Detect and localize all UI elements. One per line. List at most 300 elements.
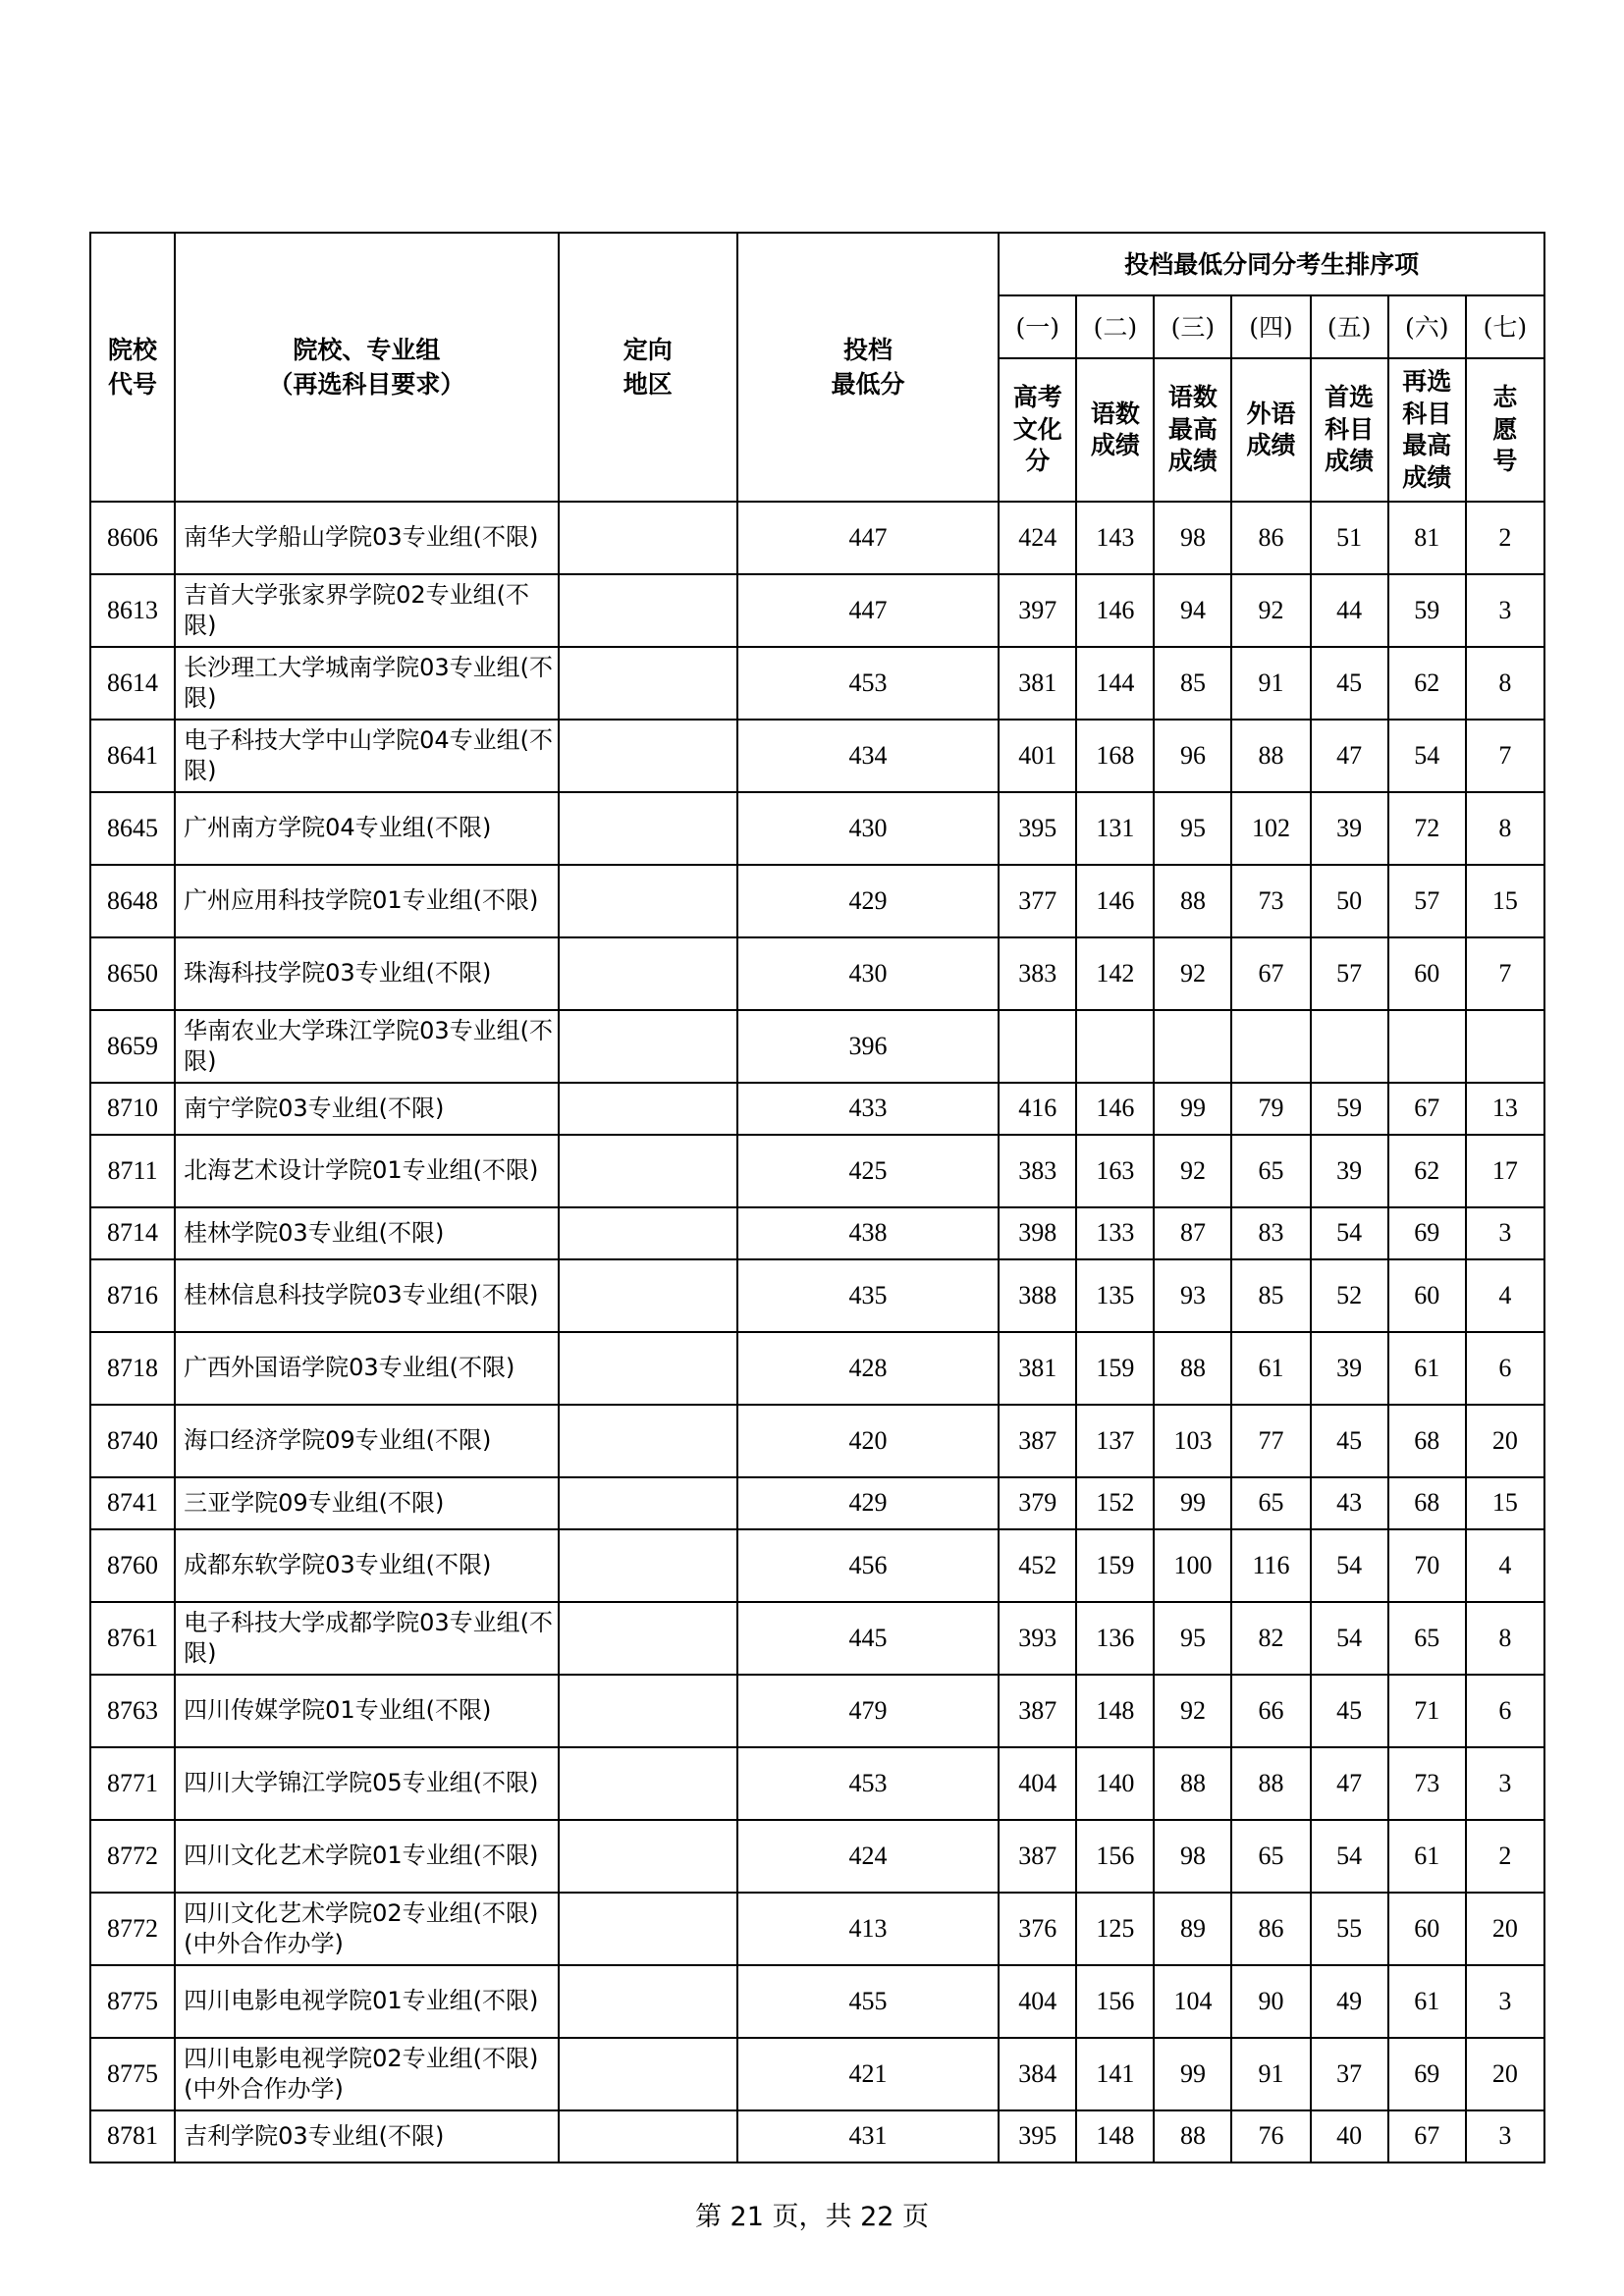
cell-min-score: 435 — [737, 1259, 999, 1332]
header-school: 院校、专业组 （再选科目要求） — [175, 233, 559, 502]
cell-tiebreak-4: 102 — [1231, 792, 1310, 865]
cell-region — [559, 1893, 737, 1965]
cell-min-score: 420 — [737, 1405, 999, 1477]
cell-code: 8761 — [90, 1602, 175, 1675]
cell-tiebreak-6: 60 — [1388, 937, 1466, 1010]
cell-tiebreak-7: 3 — [1466, 1207, 1544, 1259]
cell-tiebreak-1: 387 — [999, 1820, 1076, 1893]
table-row — [90, 1332, 1544, 1405]
cell-tiebreak-2: 142 — [1076, 937, 1154, 1010]
cell-code: 8650 — [90, 937, 175, 1010]
cell-tiebreak-6: 69 — [1388, 1207, 1466, 1259]
cell-tiebreak-6: 60 — [1388, 1893, 1466, 1965]
cell-tiebreak-2: 168 — [1076, 720, 1154, 792]
cell-tiebreak-5: 54 — [1311, 1602, 1388, 1675]
cell-code: 8641 — [90, 720, 175, 792]
cell-tiebreak-5: 47 — [1311, 720, 1388, 792]
cell-region — [559, 647, 737, 720]
table-row — [90, 720, 1544, 792]
cell-tiebreak-6: 65 — [1388, 1602, 1466, 1675]
cell-school: 电子科技大学中山学院04专业组(不限) — [175, 720, 559, 792]
cell-tiebreak-6: 59 — [1388, 574, 1466, 647]
table-row — [90, 1010, 1544, 1083]
cell-min-score: 445 — [737, 1602, 999, 1675]
cell-school: 三亚学院09专业组(不限) — [175, 1477, 559, 1529]
cell-min-score: 456 — [737, 1529, 999, 1602]
cell-tiebreak-5: 51 — [1311, 502, 1388, 574]
cell-school: 华南农业大学珠江学院03专业组(不限) — [175, 1010, 559, 1083]
header-sub-4: 外语 成绩 — [1231, 358, 1310, 502]
cell-tiebreak-4: 65 — [1231, 1477, 1310, 1529]
header-sub-7: 志 愿 号 — [1466, 358, 1544, 502]
cell-tiebreak-2: 159 — [1076, 1332, 1154, 1405]
cell-min-score: 428 — [737, 1332, 999, 1405]
cell-code: 8718 — [90, 1332, 175, 1405]
cell-tiebreak-6: 73 — [1388, 1747, 1466, 1820]
cell-school: 四川传媒学院01专业组(不限) — [175, 1675, 559, 1747]
cell-school: 海口经济学院09专业组(不限) — [175, 1405, 559, 1477]
table-row — [90, 502, 1544, 574]
cell-code: 8714 — [90, 1207, 175, 1259]
cell-region — [559, 1332, 737, 1405]
cell-tiebreak-4: 91 — [1231, 2038, 1310, 2110]
header-seq-2: (二) — [1076, 295, 1154, 358]
cell-tiebreak-5: 54 — [1311, 1207, 1388, 1259]
cell-tiebreak-7: 15 — [1466, 1477, 1544, 1529]
cell-region — [559, 1207, 737, 1259]
cell-tiebreak-1: 381 — [999, 1332, 1076, 1405]
cell-tiebreak-1: 376 — [999, 1893, 1076, 1965]
cell-tiebreak-5: 59 — [1311, 1083, 1388, 1135]
cell-code: 8772 — [90, 1820, 175, 1893]
cell-tiebreak-2: 143 — [1076, 502, 1154, 574]
cell-region — [559, 1135, 737, 1207]
cell-tiebreak-5 — [1311, 1010, 1388, 1083]
cell-school: 吉利学院03专业组(不限) — [175, 2110, 559, 2163]
cell-code: 8659 — [90, 1010, 175, 1083]
cell-min-score: 479 — [737, 1675, 999, 1747]
cell-tiebreak-3: 85 — [1154, 647, 1231, 720]
table-row — [90, 647, 1544, 720]
cell-tiebreak-4: 91 — [1231, 647, 1310, 720]
cell-code: 8763 — [90, 1675, 175, 1747]
table-header — [90, 233, 1544, 502]
cell-tiebreak-4: 76 — [1231, 2110, 1310, 2163]
cell-school: 北海艺术设计学院01专业组(不限) — [175, 1135, 559, 1207]
table-row — [90, 1477, 1544, 1529]
cell-tiebreak-2 — [1076, 1010, 1154, 1083]
cell-tiebreak-3: 98 — [1154, 502, 1231, 574]
cell-school: 四川大学锦江学院05专业组(不限) — [175, 1747, 559, 1820]
cell-tiebreak-7: 8 — [1466, 1602, 1544, 1675]
cell-tiebreak-2: 156 — [1076, 1965, 1154, 2038]
cell-school: 南华大学船山学院03专业组(不限) — [175, 502, 559, 574]
table-row — [90, 1529, 1544, 1602]
cell-tiebreak-5: 50 — [1311, 865, 1388, 937]
cell-region — [559, 1405, 737, 1477]
cell-tiebreak-7: 3 — [1466, 574, 1544, 647]
header-code: 院校 代号 — [90, 233, 175, 502]
table-body — [90, 502, 1544, 2163]
header-seq-3: (三) — [1154, 295, 1231, 358]
cell-tiebreak-4: 77 — [1231, 1405, 1310, 1477]
table-row — [90, 2110, 1544, 2163]
cell-tiebreak-1: 383 — [999, 937, 1076, 1010]
cell-tiebreak-4: 65 — [1231, 1820, 1310, 1893]
cell-tiebreak-3: 88 — [1154, 865, 1231, 937]
cell-tiebreak-7: 8 — [1466, 792, 1544, 865]
cell-tiebreak-5: 45 — [1311, 647, 1388, 720]
header-min-score: 投档 最低分 — [737, 233, 999, 502]
cell-tiebreak-1: 404 — [999, 1747, 1076, 1820]
cell-tiebreak-1 — [999, 1010, 1076, 1083]
cell-min-score: 429 — [737, 1477, 999, 1529]
cell-min-score: 447 — [737, 574, 999, 647]
cell-tiebreak-1: 387 — [999, 1405, 1076, 1477]
cell-tiebreak-2: 156 — [1076, 1820, 1154, 1893]
cell-tiebreak-5: 39 — [1311, 792, 1388, 865]
table-row — [90, 1135, 1544, 1207]
cell-school: 桂林信息科技学院03专业组(不限) — [175, 1259, 559, 1332]
cell-tiebreak-1: 381 — [999, 647, 1076, 720]
cell-tiebreak-5: 43 — [1311, 1477, 1388, 1529]
cell-school: 广西外国语学院03专业组(不限) — [175, 1332, 559, 1405]
header-seq-4: (四) — [1231, 295, 1310, 358]
cell-tiebreak-1: 383 — [999, 1135, 1076, 1207]
header-sub-3: 语数 最高 成绩 — [1154, 358, 1231, 502]
cell-region — [559, 574, 737, 647]
cell-tiebreak-2: 136 — [1076, 1602, 1154, 1675]
header-seq-1: (一) — [999, 295, 1076, 358]
cell-tiebreak-6: 68 — [1388, 1405, 1466, 1477]
cell-region — [559, 1675, 737, 1747]
header-seq-7: (七) — [1466, 295, 1544, 358]
header-region: 定向 地区 — [559, 233, 737, 502]
cell-tiebreak-4: 83 — [1231, 1207, 1310, 1259]
cell-code: 8781 — [90, 2110, 175, 2163]
cell-min-score: 413 — [737, 1893, 999, 1965]
cell-tiebreak-3: 88 — [1154, 1332, 1231, 1405]
cell-tiebreak-6: 68 — [1388, 1477, 1466, 1529]
cell-region — [559, 720, 737, 792]
cell-tiebreak-3: 99 — [1154, 2038, 1231, 2110]
cell-tiebreak-6: 61 — [1388, 1332, 1466, 1405]
cell-tiebreak-7: 20 — [1466, 1893, 1544, 1965]
cell-tiebreak-2: 144 — [1076, 647, 1154, 720]
cell-region — [559, 2110, 737, 2163]
cell-tiebreak-4: 88 — [1231, 720, 1310, 792]
cell-tiebreak-5: 37 — [1311, 2038, 1388, 2110]
cell-min-score: 430 — [737, 937, 999, 1010]
cell-tiebreak-6: 67 — [1388, 2110, 1466, 2163]
cell-tiebreak-4: 73 — [1231, 865, 1310, 937]
table-row — [90, 792, 1544, 865]
cell-tiebreak-3: 99 — [1154, 1083, 1231, 1135]
cell-school: 四川文化艺术学院01专业组(不限) — [175, 1820, 559, 1893]
cell-tiebreak-4: 88 — [1231, 1747, 1310, 1820]
cell-tiebreak-3: 103 — [1154, 1405, 1231, 1477]
cell-school: 四川电影电视学院02专业组(不限)(中外合作办学) — [175, 2038, 559, 2110]
cell-code: 8613 — [90, 574, 175, 647]
cell-school: 桂林学院03专业组(不限) — [175, 1207, 559, 1259]
cell-code: 8716 — [90, 1259, 175, 1332]
cell-tiebreak-3: 96 — [1154, 720, 1231, 792]
cell-min-score: 429 — [737, 865, 999, 937]
cell-min-score: 447 — [737, 502, 999, 574]
cell-tiebreak-7: 4 — [1466, 1529, 1544, 1602]
cell-tiebreak-6: 70 — [1388, 1529, 1466, 1602]
header-seq-5: (五) — [1311, 295, 1388, 358]
cell-tiebreak-2: 141 — [1076, 2038, 1154, 2110]
cell-tiebreak-6: 54 — [1388, 720, 1466, 792]
cell-tiebreak-6: 60 — [1388, 1259, 1466, 1332]
header-sub-5: 首选 科目 成绩 — [1311, 358, 1388, 502]
cell-tiebreak-3 — [1154, 1010, 1231, 1083]
table-row — [90, 1965, 1544, 2038]
cell-tiebreak-2: 148 — [1076, 1675, 1154, 1747]
cell-tiebreak-5: 55 — [1311, 1893, 1388, 1965]
cell-tiebreak-5: 40 — [1311, 2110, 1388, 2163]
cell-tiebreak-1: 398 — [999, 1207, 1076, 1259]
cell-code: 8606 — [90, 502, 175, 574]
header-seq-6: (六) — [1388, 295, 1466, 358]
cell-tiebreak-1: 395 — [999, 792, 1076, 865]
cell-tiebreak-5: 54 — [1311, 1820, 1388, 1893]
cell-tiebreak-2: 146 — [1076, 1083, 1154, 1135]
cell-tiebreak-4: 116 — [1231, 1529, 1310, 1602]
cell-tiebreak-5: 47 — [1311, 1747, 1388, 1820]
cell-tiebreak-7: 3 — [1466, 2110, 1544, 2163]
cell-school: 吉首大学张家界学院02专业组(不限) — [175, 574, 559, 647]
cell-code: 8648 — [90, 865, 175, 937]
cell-region — [559, 1820, 737, 1893]
cell-tiebreak-7: 6 — [1466, 1332, 1544, 1405]
cell-school: 珠海科技学院03专业组(不限) — [175, 937, 559, 1010]
cell-region — [559, 792, 737, 865]
cell-tiebreak-5: 54 — [1311, 1529, 1388, 1602]
cell-school: 南宁学院03专业组(不限) — [175, 1083, 559, 1135]
cell-school: 广州南方学院04专业组(不限) — [175, 792, 559, 865]
table-row — [90, 1893, 1544, 1965]
cell-tiebreak-7: 20 — [1466, 2038, 1544, 2110]
cell-tiebreak-2: 131 — [1076, 792, 1154, 865]
cell-tiebreak-1: 416 — [999, 1083, 1076, 1135]
cell-tiebreak-7: 15 — [1466, 865, 1544, 937]
cell-tiebreak-5: 45 — [1311, 1405, 1388, 1477]
cell-tiebreak-3: 99 — [1154, 1477, 1231, 1529]
cell-tiebreak-2: 163 — [1076, 1135, 1154, 1207]
cell-min-score: 455 — [737, 1965, 999, 2038]
cell-code: 8710 — [90, 1083, 175, 1135]
cell-tiebreak-3: 92 — [1154, 1675, 1231, 1747]
cell-tiebreak-4: 67 — [1231, 937, 1310, 1010]
cell-tiebreak-2: 159 — [1076, 1529, 1154, 1602]
cell-tiebreak-7: 2 — [1466, 502, 1544, 574]
cell-tiebreak-6 — [1388, 1010, 1466, 1083]
cell-school: 长沙理工大学城南学院03专业组(不限) — [175, 647, 559, 720]
cell-min-score: 421 — [737, 2038, 999, 2110]
cell-tiebreak-5: 57 — [1311, 937, 1388, 1010]
cell-tiebreak-7: 3 — [1466, 1747, 1544, 1820]
cell-min-score: 431 — [737, 2110, 999, 2163]
cell-tiebreak-4: 61 — [1231, 1332, 1310, 1405]
cell-min-score: 438 — [737, 1207, 999, 1259]
cell-tiebreak-7: 8 — [1466, 647, 1544, 720]
cell-region — [559, 502, 737, 574]
header-sub-1: 高考 文化 分 — [999, 358, 1076, 502]
cell-tiebreak-3: 95 — [1154, 792, 1231, 865]
table-row — [90, 1602, 1544, 1675]
cell-min-score: 433 — [737, 1083, 999, 1135]
cell-tiebreak-5: 45 — [1311, 1675, 1388, 1747]
cell-region — [559, 1010, 737, 1083]
cell-tiebreak-1: 377 — [999, 865, 1076, 937]
cell-tiebreak-7: 17 — [1466, 1135, 1544, 1207]
cell-tiebreak-4: 86 — [1231, 1893, 1310, 1965]
cell-tiebreak-7: 20 — [1466, 1405, 1544, 1477]
cell-region — [559, 1083, 737, 1135]
table-row — [90, 1820, 1544, 1893]
cell-tiebreak-3: 92 — [1154, 1135, 1231, 1207]
cell-tiebreak-7: 6 — [1466, 1675, 1544, 1747]
cell-code: 8741 — [90, 1477, 175, 1529]
cell-min-score: 396 — [737, 1010, 999, 1083]
cell-code: 8775 — [90, 2038, 175, 2110]
cell-code: 8645 — [90, 792, 175, 865]
cell-tiebreak-2: 146 — [1076, 865, 1154, 937]
admission-score-table — [89, 232, 1545, 2163]
cell-tiebreak-2: 125 — [1076, 1893, 1154, 1965]
cell-tiebreak-6: 61 — [1388, 1820, 1466, 1893]
cell-code: 8614 — [90, 647, 175, 720]
cell-tiebreak-4: 66 — [1231, 1675, 1310, 1747]
cell-tiebreak-2: 148 — [1076, 2110, 1154, 2163]
cell-region — [559, 937, 737, 1010]
cell-tiebreak-3: 100 — [1154, 1529, 1231, 1602]
table-row — [90, 1083, 1544, 1135]
header-sub-2: 语数 成绩 — [1076, 358, 1154, 502]
cell-tiebreak-4: 65 — [1231, 1135, 1310, 1207]
cell-tiebreak-3: 89 — [1154, 1893, 1231, 1965]
cell-tiebreak-3: 95 — [1154, 1602, 1231, 1675]
cell-tiebreak-1: 401 — [999, 720, 1076, 792]
cell-min-score: 430 — [737, 792, 999, 865]
table-row — [90, 1747, 1544, 1820]
cell-tiebreak-6: 81 — [1388, 502, 1466, 574]
cell-tiebreak-7: 3 — [1466, 1965, 1544, 2038]
cell-tiebreak-2: 146 — [1076, 574, 1154, 647]
cell-tiebreak-4 — [1231, 1010, 1310, 1083]
cell-region — [559, 865, 737, 937]
cell-tiebreak-1: 452 — [999, 1529, 1076, 1602]
cell-tiebreak-3: 104 — [1154, 1965, 1231, 2038]
page-footer: 第 21 页，共 22 页 — [694, 2202, 930, 2232]
cell-region — [559, 1747, 737, 1820]
cell-tiebreak-3: 93 — [1154, 1259, 1231, 1332]
cell-tiebreak-7: 4 — [1466, 1259, 1544, 1332]
cell-tiebreak-2: 135 — [1076, 1259, 1154, 1332]
cell-tiebreak-4: 90 — [1231, 1965, 1310, 2038]
cell-tiebreak-2: 140 — [1076, 1747, 1154, 1820]
cell-tiebreak-3: 92 — [1154, 937, 1231, 1010]
cell-school: 成都东软学院03专业组(不限) — [175, 1529, 559, 1602]
cell-tiebreak-5: 39 — [1311, 1332, 1388, 1405]
cell-tiebreak-3: 88 — [1154, 2110, 1231, 2163]
cell-school: 广州应用科技学院01专业组(不限) — [175, 865, 559, 937]
cell-tiebreak-6: 61 — [1388, 1965, 1466, 2038]
cell-tiebreak-1: 388 — [999, 1259, 1076, 1332]
header-sub-6: 再选 科目 最高 成绩 — [1388, 358, 1466, 502]
cell-tiebreak-3: 88 — [1154, 1747, 1231, 1820]
table-row — [90, 1405, 1544, 1477]
cell-region — [559, 1529, 737, 1602]
cell-code: 8772 — [90, 1893, 175, 1965]
table-row — [90, 2038, 1544, 2110]
cell-tiebreak-3: 98 — [1154, 1820, 1231, 1893]
header-tiebreak-title: 投档最低分同分考生排序项 — [999, 233, 1544, 295]
cell-tiebreak-6: 72 — [1388, 792, 1466, 865]
table-row — [90, 865, 1544, 937]
cell-region — [559, 1259, 737, 1332]
cell-tiebreak-4: 82 — [1231, 1602, 1310, 1675]
cell-region — [559, 2038, 737, 2110]
cell-tiebreak-7 — [1466, 1010, 1544, 1083]
cell-tiebreak-4: 86 — [1231, 502, 1310, 574]
table-row — [90, 574, 1544, 647]
cell-tiebreak-2: 133 — [1076, 1207, 1154, 1259]
cell-tiebreak-5: 52 — [1311, 1259, 1388, 1332]
cell-school: 四川电影电视学院01专业组(不限) — [175, 1965, 559, 2038]
cell-min-score: 453 — [737, 647, 999, 720]
cell-tiebreak-1: 424 — [999, 502, 1076, 574]
cell-tiebreak-6: 62 — [1388, 1135, 1466, 1207]
cell-tiebreak-7: 7 — [1466, 937, 1544, 1010]
cell-region — [559, 1965, 737, 2038]
cell-code: 8775 — [90, 1965, 175, 2038]
cell-tiebreak-6: 62 — [1388, 647, 1466, 720]
cell-school: 电子科技大学成都学院03专业组(不限) — [175, 1602, 559, 1675]
cell-tiebreak-6: 69 — [1388, 2038, 1466, 2110]
cell-tiebreak-6: 67 — [1388, 1083, 1466, 1135]
cell-tiebreak-1: 397 — [999, 574, 1076, 647]
cell-tiebreak-3: 94 — [1154, 574, 1231, 647]
cell-code: 8711 — [90, 1135, 175, 1207]
cell-min-score: 425 — [737, 1135, 999, 1207]
cell-code: 8771 — [90, 1747, 175, 1820]
cell-tiebreak-7: 7 — [1466, 720, 1544, 792]
cell-tiebreak-4: 79 — [1231, 1083, 1310, 1135]
cell-tiebreak-1: 404 — [999, 1965, 1076, 2038]
cell-tiebreak-2: 137 — [1076, 1405, 1154, 1477]
cell-code: 8760 — [90, 1529, 175, 1602]
cell-code: 8740 — [90, 1405, 175, 1477]
cell-tiebreak-6: 57 — [1388, 865, 1466, 937]
cell-tiebreak-7: 13 — [1466, 1083, 1544, 1135]
cell-school: 四川文化艺术学院02专业组(不限)(中外合作办学) — [175, 1893, 559, 1965]
cell-tiebreak-5: 49 — [1311, 1965, 1388, 2038]
table-row — [90, 1207, 1544, 1259]
cell-min-score: 434 — [737, 720, 999, 792]
cell-min-score: 424 — [737, 1820, 999, 1893]
cell-tiebreak-1: 393 — [999, 1602, 1076, 1675]
cell-tiebreak-1: 395 — [999, 2110, 1076, 2163]
cell-tiebreak-6: 71 — [1388, 1675, 1466, 1747]
cell-tiebreak-3: 87 — [1154, 1207, 1231, 1259]
cell-tiebreak-1: 384 — [999, 2038, 1076, 2110]
table-row — [90, 937, 1544, 1010]
cell-tiebreak-2: 152 — [1076, 1477, 1154, 1529]
cell-tiebreak-1: 387 — [999, 1675, 1076, 1747]
